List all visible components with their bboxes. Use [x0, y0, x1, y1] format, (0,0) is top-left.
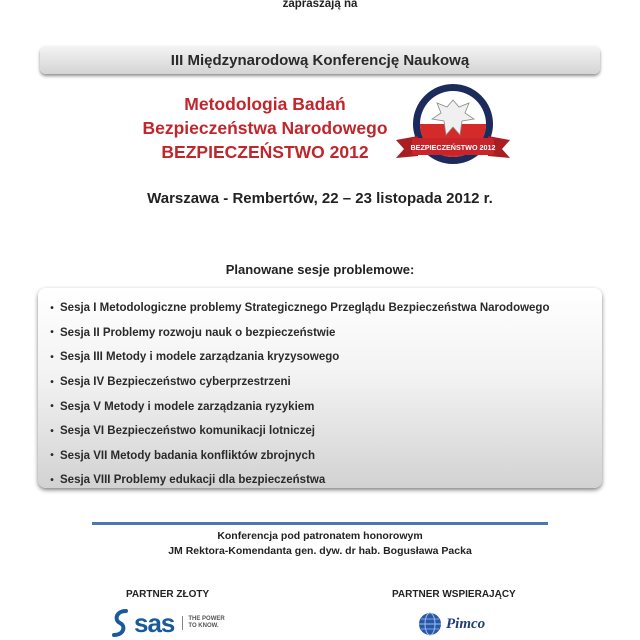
invite-text: zapraszają na — [282, 0, 358, 10]
list-item — [44, 419, 550, 444]
patronage-line-2: JM Rektora-Komendanta gen. dyw. dr hab. Bogusława Packa — [168, 545, 472, 557]
session-label: Sesja VI Bezpieczeństwo komunikacji lotniczej — [60, 425, 315, 438]
session-label: Sesja II Problemy rozwoju nauk o bezpieczeństwie — [60, 326, 336, 339]
conference-banner — [40, 46, 600, 74]
pimco-logo — [418, 610, 485, 638]
eagle-emblem-icon — [388, 78, 518, 178]
patronage-line-1: Konferencja pod patronatem honorowym — [217, 530, 423, 542]
pimco-wordmark: Pimco — [446, 615, 486, 632]
bullet-icon: • — [50, 351, 54, 363]
support-partner-label: PARTNER WSPIERAJĄCY — [392, 589, 516, 600]
session-label: Sesja V Metody i modele zarządzania ryzykiem — [60, 400, 315, 413]
conference-logo — [388, 78, 518, 178]
sas-wordmark: sas — [134, 607, 175, 638]
list-item — [44, 296, 550, 321]
patronage-text — [0, 529, 640, 559]
session-label: Sesja I Metodologiczne problemy Strategicznego Przeglądu Bezpieczeństwa Narodowego — [60, 302, 550, 315]
list-item — [44, 370, 550, 395]
sessions-heading: Planowane sesje problemowe: — [225, 262, 415, 277]
conference-title-line-3: BEZPIECZEŃSTWO 2012 — [161, 142, 369, 162]
list-item — [44, 321, 550, 346]
list-item — [44, 394, 550, 419]
sas-swirl-icon — [110, 608, 132, 638]
divider — [92, 522, 548, 525]
bullet-icon: • — [50, 327, 54, 339]
bullet-icon: • — [50, 302, 54, 314]
sas-tagline: THE POWER TO KNOW. — [182, 616, 234, 630]
conference-title-line-1: Metodologia Badań — [184, 94, 346, 114]
list-item — [44, 444, 550, 469]
session-label: Sesja VII Metody badania konfliktów zbrojnych — [60, 449, 315, 462]
session-label: Sesja VIII Problemy edukacji dla bezpieczeństwa — [60, 474, 326, 487]
bullet-icon: • — [50, 401, 54, 413]
sessions-panel — [38, 288, 602, 488]
bullet-icon: • — [50, 376, 54, 388]
bullet-icon: • — [50, 450, 54, 462]
session-label: Sesja III Metody i modele zarządzania kryzysowego — [60, 351, 340, 364]
session-label: Sesja IV Bezpieczeństwo cyberprzestrzeni — [60, 376, 291, 389]
sessions-list — [44, 296, 550, 493]
logo-banner-text: BEZPIECZEŃSTWO 2012 — [410, 143, 496, 152]
conference-title-line-2: Bezpieczeństwa Narodowego — [142, 118, 388, 138]
gold-partner-label: PARTNER ZŁOTY — [126, 589, 210, 600]
list-item — [44, 468, 550, 493]
place-and-date: Warszawa - Rembertów, 22 – 23 listopada 2012 r. — [147, 190, 493, 207]
list-item — [44, 345, 550, 370]
sas-logo — [110, 606, 234, 640]
conference-title — [100, 92, 430, 164]
banner-title: III Międzynarodową Konferencję Naukową — [170, 51, 470, 69]
bullet-icon: • — [50, 474, 54, 486]
globe-icon — [418, 612, 442, 636]
bullet-icon: • — [50, 425, 54, 437]
